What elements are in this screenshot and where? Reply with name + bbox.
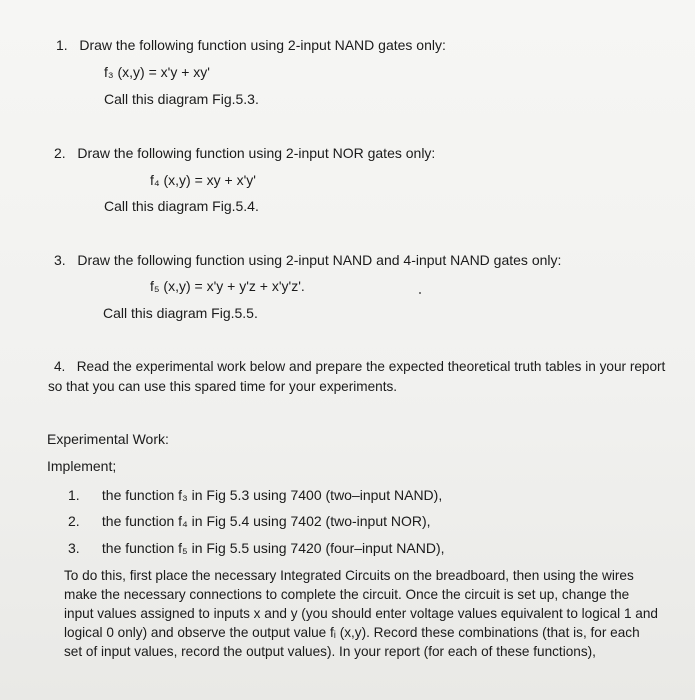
experiment-item-1-number: 1. — [68, 487, 80, 503]
question-1-equation: f₃ (x,y) = x'y + xy' — [104, 64, 210, 80]
paragraph-line-2: make the necessary connections to complete the circuit. Once the circuit is set up, change the — [64, 587, 630, 602]
question-3-instruction: Draw the following function using 2-input NAND and 4-input NAND gates only: — [77, 252, 562, 268]
paragraph-line-3: input values assigned to inputs x and y (you should enter voltage values equivalent to logical 1 and — [64, 606, 658, 621]
question-1 — [56, 36, 446, 54]
experiment-item-2-text: the function f₄ in Fig 5.4 using 7402 (two-input NOR), — [101, 513, 431, 529]
question-4-line-1 — [54, 358, 665, 376]
paragraph-line-1: To do this, first place the necessary Integrated Circuits on the breadboard, then using the wires — [64, 568, 634, 583]
experiment-item-3-number: 3. — [68, 540, 80, 556]
experiment-item-2-number: 2. — [68, 513, 80, 529]
question-1-number: 1. — [56, 37, 68, 53]
experiment-item-3 — [68, 539, 445, 557]
question-2-equation: f₄ (x,y) = xy + x'y' — [150, 172, 256, 188]
question-3 — [54, 251, 561, 269]
paragraph-line-4: logical 0 only) and observe the output value fᵢ (x,y). Record these combinations (that is, for each — [64, 625, 640, 640]
question-2-number: 2. — [54, 145, 66, 161]
question-2-caption: Call this diagram Fig.5.4. — [104, 198, 259, 214]
experiment-item-3-text: the function f₅ in Fig 5.5 using 7420 (four–input NAND), — [101, 540, 445, 556]
question-2-instruction: Draw the following function using 2-input NOR gates only: — [77, 145, 436, 161]
question-3-equation: f₅ (x,y) = x'y + y'z + x'y'z'. — [150, 278, 305, 294]
experiment-item-1-text: the function f₃ in Fig 5.3 using 7400 (two–input NAND), — [101, 487, 443, 503]
question-1-caption: Call this diagram Fig.5.3. — [104, 91, 259, 107]
stray-mark — [419, 292, 421, 294]
question-4-text-1: Read the experimental work below and prepare the expected theoretical truth tables in your report — [76, 359, 666, 374]
question-3-number: 3. — [54, 252, 66, 268]
experiment-item-1 — [68, 486, 442, 504]
question-2 — [54, 144, 435, 162]
question-3-caption: Call this diagram Fig.5.5. — [103, 305, 258, 321]
paragraph-line-5: set of input values, record the output values). In your report (for each of these functions), — [64, 644, 596, 659]
question-4-line-2: so that you can use this spared time for your experiments. — [48, 379, 398, 394]
question-4-number: 4. — [54, 359, 66, 374]
experiment-item-2 — [68, 512, 431, 530]
implement-label: Implement; — [47, 458, 117, 474]
experimental-heading: Experimental Work: — [47, 431, 169, 447]
question-1-instruction: Draw the following function using 2-input NAND gates only: — [79, 37, 446, 53]
